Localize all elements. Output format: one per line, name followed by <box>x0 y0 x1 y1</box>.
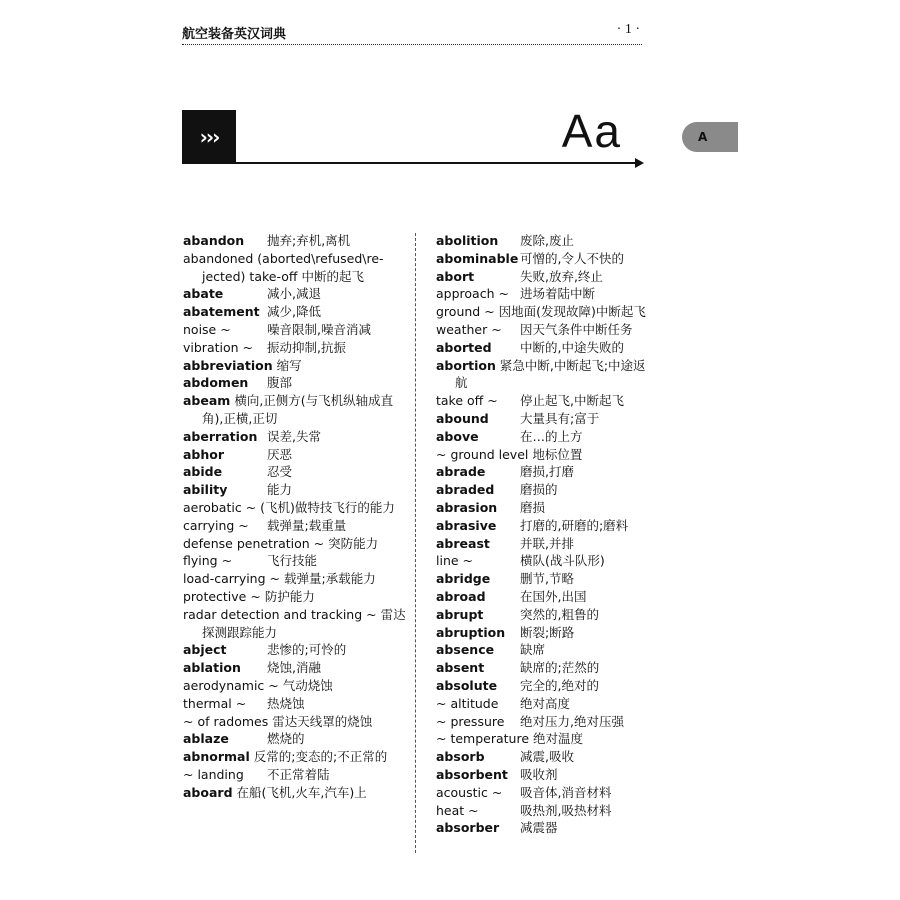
headword: abdomen <box>183 375 249 391</box>
thumb-index-tab: A <box>682 122 738 152</box>
sub-entry: ~ altitude <box>436 695 499 711</box>
dictionary-entry <box>183 713 408 731</box>
dictionary-entry <box>183 446 408 464</box>
dictionary-entry <box>436 677 656 695</box>
headword: absent <box>436 660 485 676</box>
dictionary-entry <box>436 802 656 820</box>
dictionary-entry <box>183 250 408 286</box>
headword: abortion <box>436 357 496 373</box>
sub-entry: load-carrying ~ <box>183 571 280 587</box>
headword: abrasive <box>436 517 497 533</box>
dictionary-entry <box>436 659 656 677</box>
sub-entry: aerodynamic ~ <box>183 677 279 693</box>
headword: abnormal <box>183 749 250 765</box>
dictionary-entry <box>436 517 656 535</box>
definition: 缺席 <box>519 642 545 658</box>
definition: 绝对温度 <box>533 731 584 747</box>
sub-entry: radar detection and tracking ~ <box>183 606 377 622</box>
dictionary-entry <box>183 285 408 303</box>
headword: abrasion <box>436 499 498 515</box>
column-divider <box>415 233 416 853</box>
headword: abraded <box>436 482 495 498</box>
sub-entry: vibration ~ <box>183 339 253 355</box>
headword: absorbent <box>436 766 508 782</box>
definition: 横队(战斗队形) <box>519 553 605 569</box>
dictionary-entry <box>183 481 408 499</box>
definition: 中断的起飞 <box>301 268 364 284</box>
dictionary-entry <box>436 819 656 837</box>
headword: aboard <box>183 784 233 800</box>
headword: ability <box>183 482 228 498</box>
dictionary-entry <box>436 748 656 766</box>
definition: 雷达天线罩的烧蚀 <box>272 713 373 729</box>
definition: 并联,并排 <box>519 535 574 551</box>
definition: 断裂;断路 <box>519 624 575 640</box>
sub-entry: flying ~ <box>183 553 233 569</box>
dictionary-entry <box>183 374 408 392</box>
sub-entry: ~ ground level <box>436 446 529 462</box>
headword: absorb <box>436 749 485 765</box>
dictionary-entry <box>436 410 656 428</box>
definition: 反常的;变态的;不正常的 <box>253 749 388 765</box>
headword: above <box>436 428 479 444</box>
dictionary-entry <box>436 357 656 393</box>
definition: 完全的,绝对的 <box>519 677 599 693</box>
headword: abeam <box>183 393 231 409</box>
dictionary-entry <box>183 321 408 339</box>
headword: abolition <box>436 233 499 248</box>
definition: 腹部 <box>266 375 292 391</box>
definition: 烧蚀,消融 <box>266 660 321 676</box>
definition: 能力 <box>266 482 292 498</box>
headword: abandon <box>183 233 245 248</box>
definition: 中断的,中途失败的 <box>519 339 624 355</box>
dictionary-entry <box>436 552 656 570</box>
headword: abrade <box>436 464 486 480</box>
definition: 燃烧的 <box>266 731 305 747</box>
headword: abrupt <box>436 606 484 622</box>
headword: abhor <box>183 446 225 462</box>
definition: 在…的上方 <box>519 428 583 444</box>
dictionary-entry <box>183 606 408 642</box>
definition: 废除,废止 <box>519 233 574 248</box>
definition: 失败,放弃,终止 <box>519 268 603 284</box>
definition: 不正常着陆 <box>266 766 330 782</box>
headword: abominable <box>436 250 519 266</box>
definition: 振动抑制,抗振 <box>266 339 346 355</box>
definition: 抛弃;弃机,离机 <box>266 233 351 248</box>
banner-rule <box>236 162 638 164</box>
dictionary-entry <box>436 535 656 553</box>
dictionary-entry <box>183 339 408 357</box>
definition: 绝对高度 <box>519 695 570 711</box>
definition: 吸收剂 <box>519 766 558 782</box>
headword: abound <box>436 410 489 426</box>
definition: 打磨的,研磨的;磨料 <box>519 517 629 533</box>
sub-entry: take off ~ <box>436 393 498 409</box>
dictionary-entry <box>183 784 408 802</box>
dictionary-entry <box>436 641 656 659</box>
sub-entry: weather ~ <box>436 321 502 337</box>
sub-entry: ~ pressure <box>436 713 505 729</box>
definition: 横向,正侧方(与飞机纵轴成直角),正横,正切 <box>202 393 394 426</box>
definition: 进场着陆中断 <box>519 286 595 302</box>
sub-entry: ~ landing <box>183 766 244 782</box>
definition: 删节,节略 <box>519 571 574 587</box>
dictionary-entry <box>183 552 408 570</box>
definition: 厌恶 <box>266 446 292 462</box>
definition: 缺席的;茫然的 <box>519 660 600 676</box>
headword: ablaze <box>183 731 229 747</box>
dictionary-entry <box>183 570 408 588</box>
definition: 减震器 <box>519 820 558 836</box>
dictionary-entry <box>183 659 408 677</box>
definition: 气动烧蚀 <box>282 677 333 693</box>
definition: 突然的,粗鲁的 <box>519 606 599 622</box>
definition: 磨损,打磨 <box>519 464 574 480</box>
headword: abject <box>183 642 227 658</box>
definition: 绝对压力,绝对压强 <box>519 713 624 729</box>
dictionary-entry <box>436 730 656 748</box>
headword: abate <box>183 286 224 302</box>
sub-entry: carrying ~ <box>183 517 249 533</box>
headword: absorber <box>436 820 500 836</box>
dictionary-entry <box>183 748 408 766</box>
dictionary-entry <box>436 481 656 499</box>
dictionary-entry <box>183 357 408 375</box>
section-letter: Aa <box>561 105 622 157</box>
headword: abridge <box>436 571 491 587</box>
definition: 吸音体,消音材料 <box>519 784 612 800</box>
dictionary-entry <box>436 303 656 321</box>
definition: 可憎的,令人不快的 <box>519 250 624 266</box>
definition: 吸热剂,吸热材料 <box>519 802 612 818</box>
definition: 飞行技能 <box>266 553 317 569</box>
definition: 减少,降低 <box>266 304 321 320</box>
definition: 载弹量;载重量 <box>266 517 347 533</box>
definition: 突防能力 <box>328 535 379 551</box>
definition: 悲惨的;可怜的 <box>266 642 347 658</box>
dictionary-entry <box>183 303 408 321</box>
headword: abort <box>436 268 475 284</box>
dictionary-entry <box>183 535 408 553</box>
dictionary-entry <box>436 428 656 446</box>
definition: 雷达探测跟踪能力 <box>202 606 406 640</box>
sub-entry: aerobatic ~ <box>183 499 257 515</box>
headword: abatement <box>183 304 260 320</box>
definition: 因天气条件中断任务 <box>519 321 633 337</box>
headword: abruption <box>436 624 506 640</box>
definition: 磨损的 <box>519 482 558 498</box>
dictionary-entry <box>436 766 656 784</box>
headword: abroad <box>436 588 486 604</box>
book-title: 航空装备英汉词典 <box>182 27 287 42</box>
definition: 在国外,出国 <box>519 588 587 604</box>
dictionary-entry <box>183 463 408 481</box>
definition: 忍受 <box>266 464 292 480</box>
dictionary-entry <box>436 321 656 339</box>
definition: 大量具有;富于 <box>519 410 600 426</box>
definition: 缩写 <box>276 357 302 373</box>
left-column <box>183 232 408 802</box>
definition: 减小,减退 <box>266 286 321 302</box>
sub-entry: ~ of radomes <box>183 713 269 729</box>
sub-entry: heat ~ <box>436 802 479 818</box>
definition: 因地面(发现故障)中断起飞 <box>498 304 646 320</box>
dictionary-entry <box>436 606 656 624</box>
chevron-icon: ››› <box>182 110 236 164</box>
headword: aberration <box>183 428 258 444</box>
sub-entry: ~ temperature <box>436 731 530 747</box>
dictionary-entry <box>436 588 656 606</box>
dictionary-entry <box>436 232 656 250</box>
arrow-head-icon <box>635 158 644 168</box>
page-number: · 1 · <box>616 22 640 37</box>
dictionary-entry <box>183 730 408 748</box>
definition: 紧急中断,中断起飞;中途返航 <box>455 357 646 391</box>
definition: 噪音限制,噪音消减 <box>266 321 371 337</box>
dictionary-entry <box>436 784 656 802</box>
definition: 在船(飞机,火车,汽车)上 <box>236 784 367 800</box>
headword: abbreviation <box>183 357 273 373</box>
headword: abide <box>183 464 223 480</box>
definition: (飞机)做特技飞行的能力 <box>260 499 395 515</box>
headword: absence <box>436 642 495 658</box>
dictionary-entry <box>183 641 408 659</box>
dictionary-entry <box>436 463 656 481</box>
letter-banner <box>182 105 644 170</box>
definition: 减震,吸收 <box>519 749 574 765</box>
definition: 地标位置 <box>532 446 583 462</box>
dictionary-entry <box>183 695 408 713</box>
headword: ablation <box>183 660 241 676</box>
dictionary-entry <box>436 713 656 731</box>
sub-entry: ground ~ <box>436 304 495 320</box>
dictionary-entry <box>436 695 656 713</box>
dictionary-entry <box>183 428 408 446</box>
sub-entry: noise ~ <box>183 321 231 337</box>
definition: 热烧蚀 <box>266 695 305 711</box>
dictionary-entry <box>183 517 408 535</box>
dictionary-entry <box>436 446 656 464</box>
sub-entry: defense penetration ~ <box>183 535 325 551</box>
dictionary-entry <box>436 624 656 642</box>
headword: absolute <box>436 677 498 693</box>
dictionary-entry <box>183 588 408 606</box>
right-column <box>436 232 656 837</box>
dictionary-entry <box>183 766 408 784</box>
dictionary-entry <box>436 499 656 517</box>
dictionary-entry <box>436 285 656 303</box>
headword: aborted <box>436 339 492 355</box>
dictionary-entry <box>436 570 656 588</box>
sub-entry: thermal ~ <box>183 695 247 711</box>
dictionary-entry <box>183 392 408 428</box>
running-head <box>182 22 642 45</box>
dictionary-entry <box>436 268 656 286</box>
sub-entry: approach ~ <box>436 286 509 302</box>
definition: 防护能力 <box>264 588 315 604</box>
dictionary-entry <box>436 392 656 410</box>
definition: 停止起飞,中断起飞 <box>519 393 624 409</box>
definition: 载弹量;承载能力 <box>283 571 376 587</box>
dictionary-entry <box>183 677 408 695</box>
definition: 磨损 <box>519 499 545 515</box>
sub-entry: protective ~ <box>183 588 261 604</box>
dictionary-entry <box>436 250 656 268</box>
dictionary-entry <box>436 339 656 357</box>
sub-entry: acoustic ~ <box>436 784 503 800</box>
definition: 误差,失常 <box>266 428 321 444</box>
dictionary-entry <box>183 499 408 517</box>
dictionary-entry <box>183 232 408 250</box>
sub-entry: line ~ <box>436 553 474 569</box>
headword: abreast <box>436 535 490 551</box>
sub-entry: abandoned (aborted\refused\re-jected) take-off <box>183 250 384 284</box>
